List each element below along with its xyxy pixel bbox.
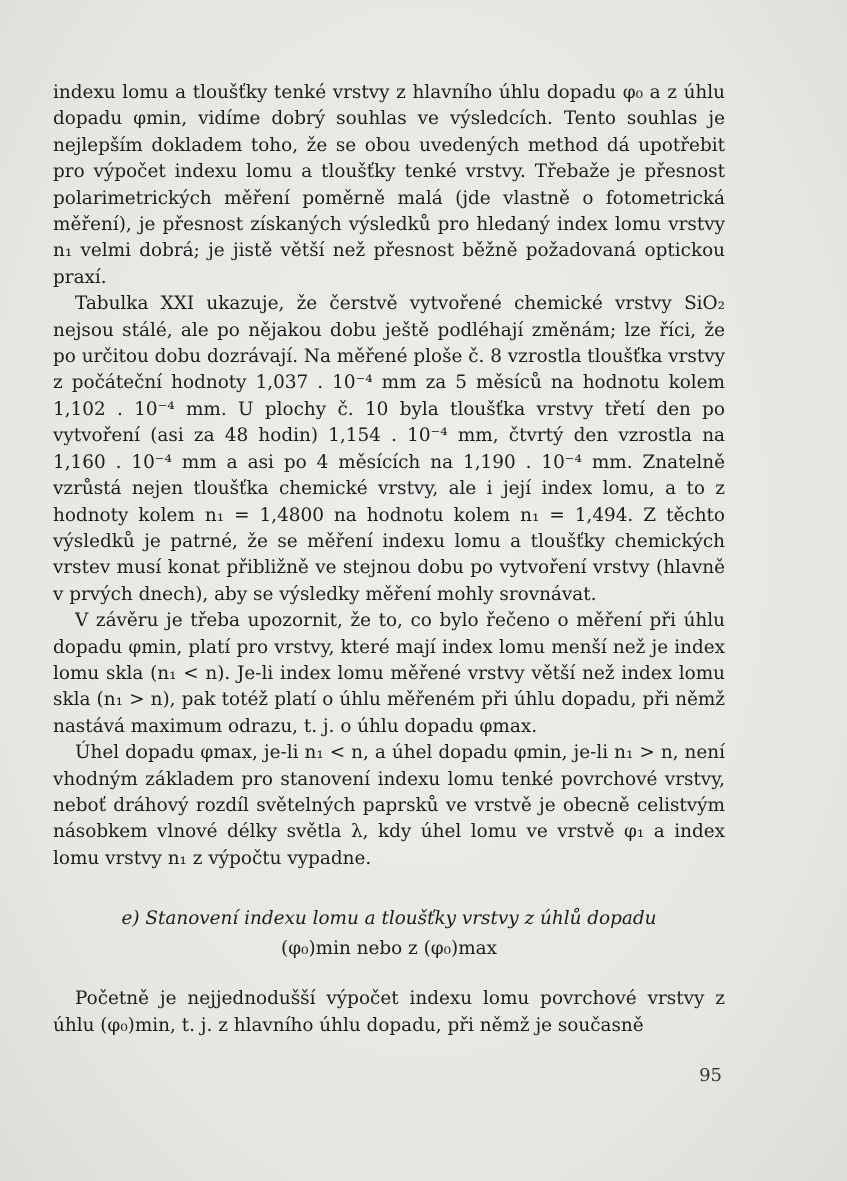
paragraph-2: Tabulka XXI ukazuje, že čerstvě vytvořené chemické vrstvy SiO₂ nejsou stálé, ale po nějakou dobu ještě podléhají změnám; lze říci, že po určitou dobu dozrávají. Na měřené ploše č. 8 vzrostla tloušťka vrstvy z počáteční hodnoty 1,037 . 10⁻⁴ mm za 5 měsíců na hodnotu kolem 1,102 . 10⁻⁴ mm. U plochy č. 10 byla tloušťka vrstvy třetí den po vytvoření (asi za 48 hodin) 1,154 . 10⁻⁴ mm, čtvrtý den vzrostla na 1,160 . 10⁻⁴ mm a asi po 4 měsících na 1,190 . 10⁻⁴ mm. Znatelně vzrůstá nejen tloušťka chemické vrstvy, ale i její index lomu, a to z hodnoty kolem n₁ = 1,4800 na hodnotu kolem n₁ = 1,494. Z těchto výsledků je patrné, že se měření indexu lomu a tloušťky chemických vrstev musí konat přibližně ve stejnou dobu po vytvoření vrstvy (hlavně v prvých dnech), aby se výsledky měření mohly srovnávat. <box>53 293 726 605</box>
paragraph-5: Početně je nejjednodušší výpočet indexu lomu povrchové vrstvy z úhlu (φ₀)min, t. j. z hlavního úhlu dopadu, při němž je současně <box>53 988 725 1036</box>
section-heading <box>53 904 725 964</box>
paragraph-1: indexu lomu a tloušťky tenké vrstvy z hlavního úhlu dopadu φ₀ a z úhlu dopadu φmin, vidíme dobrý souhlas ve výsledcích. Tento souhlas je nejlepším dokladem toho, že se obou uvedených method dá upotřebit pro výpočet indexu lomu a tloušťky tenké vrstvy. Třebaže je přesnost polarimetrických měření poměrně malá (jde vlastně o fotometrická měření), je přesnost získaných výsledků pro hledaný index lomu vrstvy n₁ velmi dobrá; je jistě větší než přesnost běžně požadovaná optickou praxí. <box>53 82 725 288</box>
section-heading-line-2: (φ₀)min nebo z (φ₀)max <box>281 938 497 960</box>
page-number: 95 <box>699 1065 722 1086</box>
section-heading-line-1: e) Stanovení indexu lomu a tloušťky vrstvy z úhlů dopadu <box>121 908 657 930</box>
paragraph-3: V závěru je třeba upozornit, že to, co bylo řečeno o měření při úhlu dopadu φmin, platí pro vrstvy, které mají index lomu menší než je index lomu skla (n₁ < n). Je-li index lomu měřené vrstvy větší než index lomu skla (n₁ > n), pak totéž platí o úhlu měřeném při úhlu dopadu, při němž nastává maximum odrazu, t. j. o úhlu dopadu φmax. <box>53 610 725 737</box>
body-text <box>53 80 725 1039</box>
paragraph-4: Úhel dopadu φmax, je-li n₁ < n, a úhel dopadu φmin, je-li n₁ > n, není vhodným základem pro stanovení indexu lomu tenké povrchové vrstvy, neboť dráhový rozdíl světelných paprsků ve vrstvě je obecně celistvým násobkem vlnové délky světla λ, kdy úhel lomu ve vrstvě φ₁ a index lomu vrstvy n₁ z výpočtu vypadne. <box>53 742 725 869</box>
